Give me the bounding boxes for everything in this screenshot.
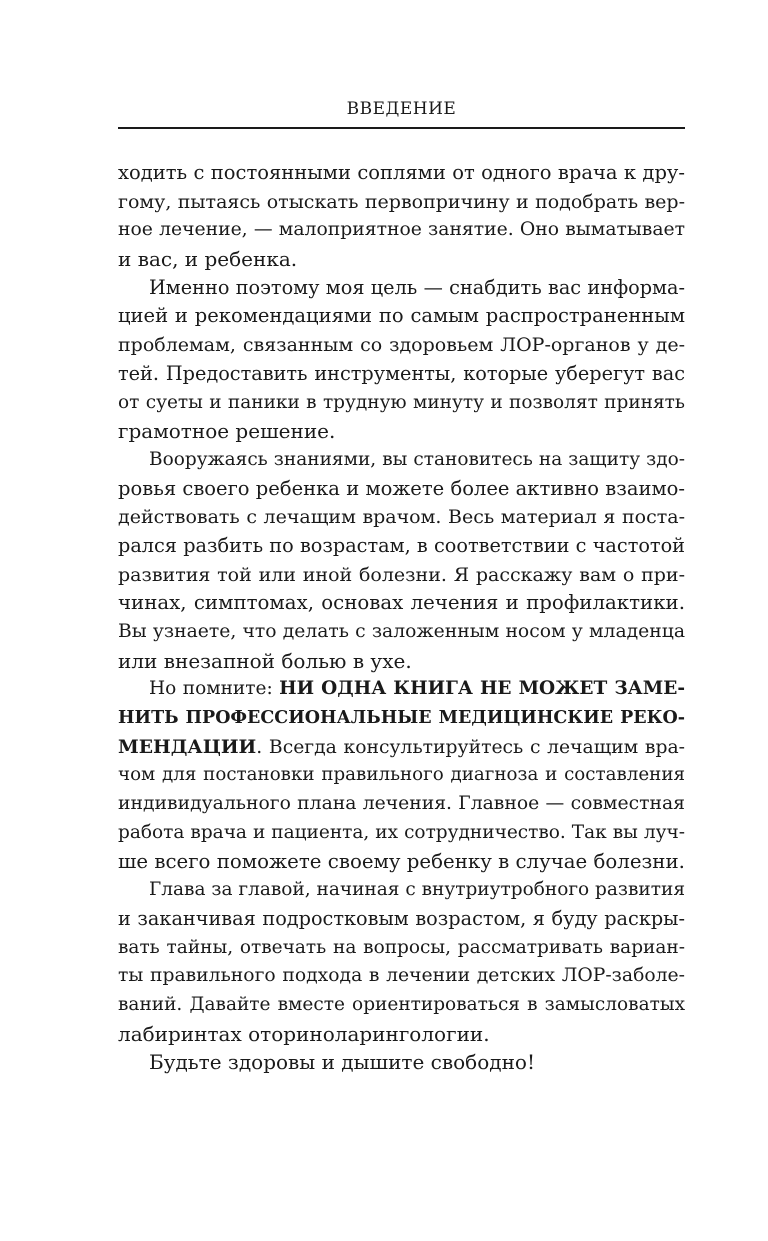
text-line: ходить с постоянными соплями от одного врача к дру- xyxy=(118,161,685,184)
text-line: чом для постановки правильного диагноза и составления xyxy=(118,764,685,786)
paragraph xyxy=(118,675,685,876)
bold-warning-text: МЕНДАЦИИ xyxy=(118,735,257,758)
text-line: индивидуального плана лечения. Главное — совместная xyxy=(118,793,685,815)
paragraph xyxy=(118,876,685,1048)
text-line: Именно поэтому моя цель — снабдить вас информа- xyxy=(149,275,685,299)
text-line: цией и рекомендациями по самым распространенным xyxy=(118,304,685,328)
text-line: или внезапной болью в ухе. xyxy=(118,648,412,673)
text-line: ше всего поможете своему ребенку в случае болезни. xyxy=(118,849,685,873)
text-line xyxy=(118,675,685,704)
text-line: проблемам, связанным со здоровьем ЛОР-органов у де- xyxy=(118,334,685,357)
text-line: ное лечение, — малоприятное занятие. Оно выматывает xyxy=(118,219,685,241)
text-line: ваний. Давайте вместе ориентироваться в замысловатых xyxy=(118,993,685,1015)
text-line: Вы узнаете, что делать с заложенным носом у младенца xyxy=(118,621,685,642)
text-line: ты правильного подхода в лечении детских ЛОР-заболе- xyxy=(118,965,685,987)
text-line: действовать с лечащим врачом. Весь материал я поста- xyxy=(118,506,685,529)
bold-warning-text: НИ ОДНА КНИГА НЕ МОЖЕТ ЗАМЕ- xyxy=(279,678,685,700)
body-text xyxy=(118,159,685,1077)
text-line: вать тайны, отвечать на вопросы, рассматривать вариан- xyxy=(118,936,685,958)
paragraph xyxy=(118,446,685,676)
text-line: от суеты и паники в трудную минуту и позволят принять xyxy=(118,391,685,413)
text-line: и вас, и ребенка. xyxy=(118,247,298,272)
text-line xyxy=(118,733,685,762)
text-line: Будьте здоровы и дышите свободно! xyxy=(149,1050,535,1075)
paragraph xyxy=(118,159,685,274)
text-line: Глава за главой, начиная с внутриутробного развития xyxy=(149,879,685,901)
bold-warning-text: НИТЬ ПРОФЕССИОНАЛЬНЫЕ МЕДИЦИНСКИЕ РЕКО- xyxy=(118,708,685,729)
running-header: ВВЕДЕНИЕ xyxy=(346,99,457,119)
text-line: ровья своего ребенка и можете более активно взаимо- xyxy=(118,476,685,500)
text-line: развития той или иной болезни. Я расскажу вам о при- xyxy=(118,563,685,586)
text-line: Вооружаясь знаниями, вы становитесь на защиту здо- xyxy=(149,448,685,470)
text-run: Но помните: xyxy=(149,678,280,700)
text-line: тей. Предоставить инструменты, которые уберегут вас xyxy=(118,361,685,385)
text-line: и заканчивая подростковым возрастом, я буду раскры- xyxy=(118,906,685,930)
paragraph xyxy=(118,274,685,446)
text-line: рался разбить по возрастам, в соответствии с частотой xyxy=(118,533,685,557)
text-line: грамотное решение. xyxy=(118,419,336,444)
text-line: работа врача и пациента, их сотрудничество. Так вы луч- xyxy=(118,821,685,843)
header-rule xyxy=(118,127,685,129)
text-line xyxy=(118,704,685,733)
paragraph xyxy=(118,1048,685,1077)
text-line: чинах, симптомах, основах лечения и профилактики. xyxy=(118,591,685,615)
text-run: . Всегда консультируйтесь с лечащим вра- xyxy=(256,736,685,758)
text-line: лабиринтах оториноларингологии. xyxy=(118,1021,490,1046)
text-line: гому, пытаясь отыскать первопричину и подобрать вер- xyxy=(118,190,685,213)
